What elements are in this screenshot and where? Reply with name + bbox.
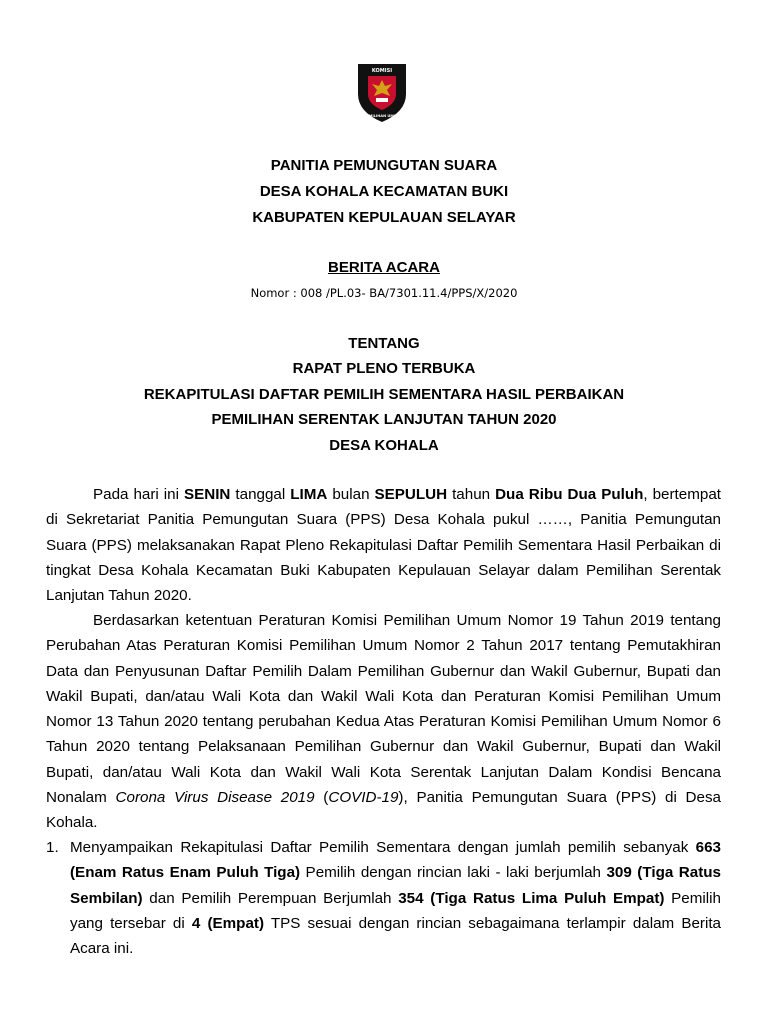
list-item [46,835,721,961]
header-line-2: DESA KOHALA KECAMATAN BUKI [259,183,509,200]
logo-text-top: KOMISI [371,68,393,74]
header-line-1: PANITIA PEMUNGUTAN SUARA [270,157,498,174]
document-number: Nomor : 008 /PL.03- BA/7301.11.4/PPS/X/2020 [250,286,518,300]
list-item-number: 1. [46,839,59,856]
subject-line-4: PEMILIHAN SERENTAK LANJUTAN TAHUN 2020 [211,411,557,428]
day-value: SENIN [183,486,231,503]
logo-text-bottom: PEMILIHAN UMUM [363,114,401,118]
month-value: SEPULUH [374,486,448,503]
list-item-body: Menyampaikan Rekapitulasi Daftar Pemilih Sementara dengan jumlah pemilih sebanyak 663 (Enam Ratus Enam Puluh Tiga) Pemilih dengan rincian laki - laki berjumlah 309 (Tiga Ratus Sembilan) dan Pemilih Perempuan Berjumlah 354 (Tiga Ratus Lima Puluh Empat) Pemilih yang tersebar di 4 (Empat) TPS sesuai dengan rincian sebagaimana terlampir dalam Berita Acara ini. [70,839,721,958]
kpu-logo-icon [354,60,410,124]
subject-line-3: REKAPITULASI DAFTAR PEMILIH SEMENTARA HASIL PERBAIKAN [143,386,625,403]
logo-white-bar [376,98,388,102]
date-value: LIMA [290,486,328,503]
header-line-3: KABUPATEN KEPULAUAN SELAYAR [252,209,516,226]
year-value: Dua Ribu Dua Puluh [495,486,644,503]
paragraph-opening: Pada hari ini SENIN tanggal LIMA bulan SEPULUH tahun Dua Ribu Dua Puluh, bertempat di Sekretariat Panitia Pemungutan Suara (PPS) Desa Kohala pukul ……, Panitia Pemungutan Suara (PPS) melaksanakan Rapat Pleno Rekapitulasi Daftar Pemilih Sementara Hasil Perbaikan di tingkat Desa Kohala Kecamatan Buki Kabupaten Kepulauan Selayar dalam Pemilihan Serentak Lanjutan Tahun 2020. [46,486,721,605]
paragraph-legal-basis: Berdasarkan ketentuan Peraturan Komisi Pemilihan Umum Nomor 19 Tahun 2019 tentang Perubahan Atas Peraturan Komisi Pemilihan Umum Nomor 2 Tahun 2017 tentang Pemutakhiran Data dan Penyusunan Daftar Pemilih Dalam Pemilihan Gubernur dan Wakil Gubernur, Bupati dan Wakil Bupati, dan/atau Wali Kota dan Wakil Wali Kota dan Peraturan Komisi Pemilihan Umum Nomor 13 Tahun 2020 tentang perubahan Kedua Atas Peraturan Komisi Pemilihan Umum Nomor 6 Tahun 2020 tentang Pelaksanaan Pemilihan Gubernur dan Wakil Gubernur, Bupati dan Wakil Bupati, dan/atau Wali Kota dan Wakil Wali Kota Serentak Lanjutan Dalam Kondisi Bencana Nonalam Corona Virus Disease 2019 (COVID-19), Panitia Pemungutan Suara (PPS) di Desa Kohala. [46,612,722,832]
subject-line-5: DESA KOHALA [329,437,439,454]
subject-line-2: RAPAT PLENO TERBUKA [292,360,476,377]
subject-line-1: TENTANG [348,335,420,352]
document-title: BERITA ACARA [328,259,440,276]
